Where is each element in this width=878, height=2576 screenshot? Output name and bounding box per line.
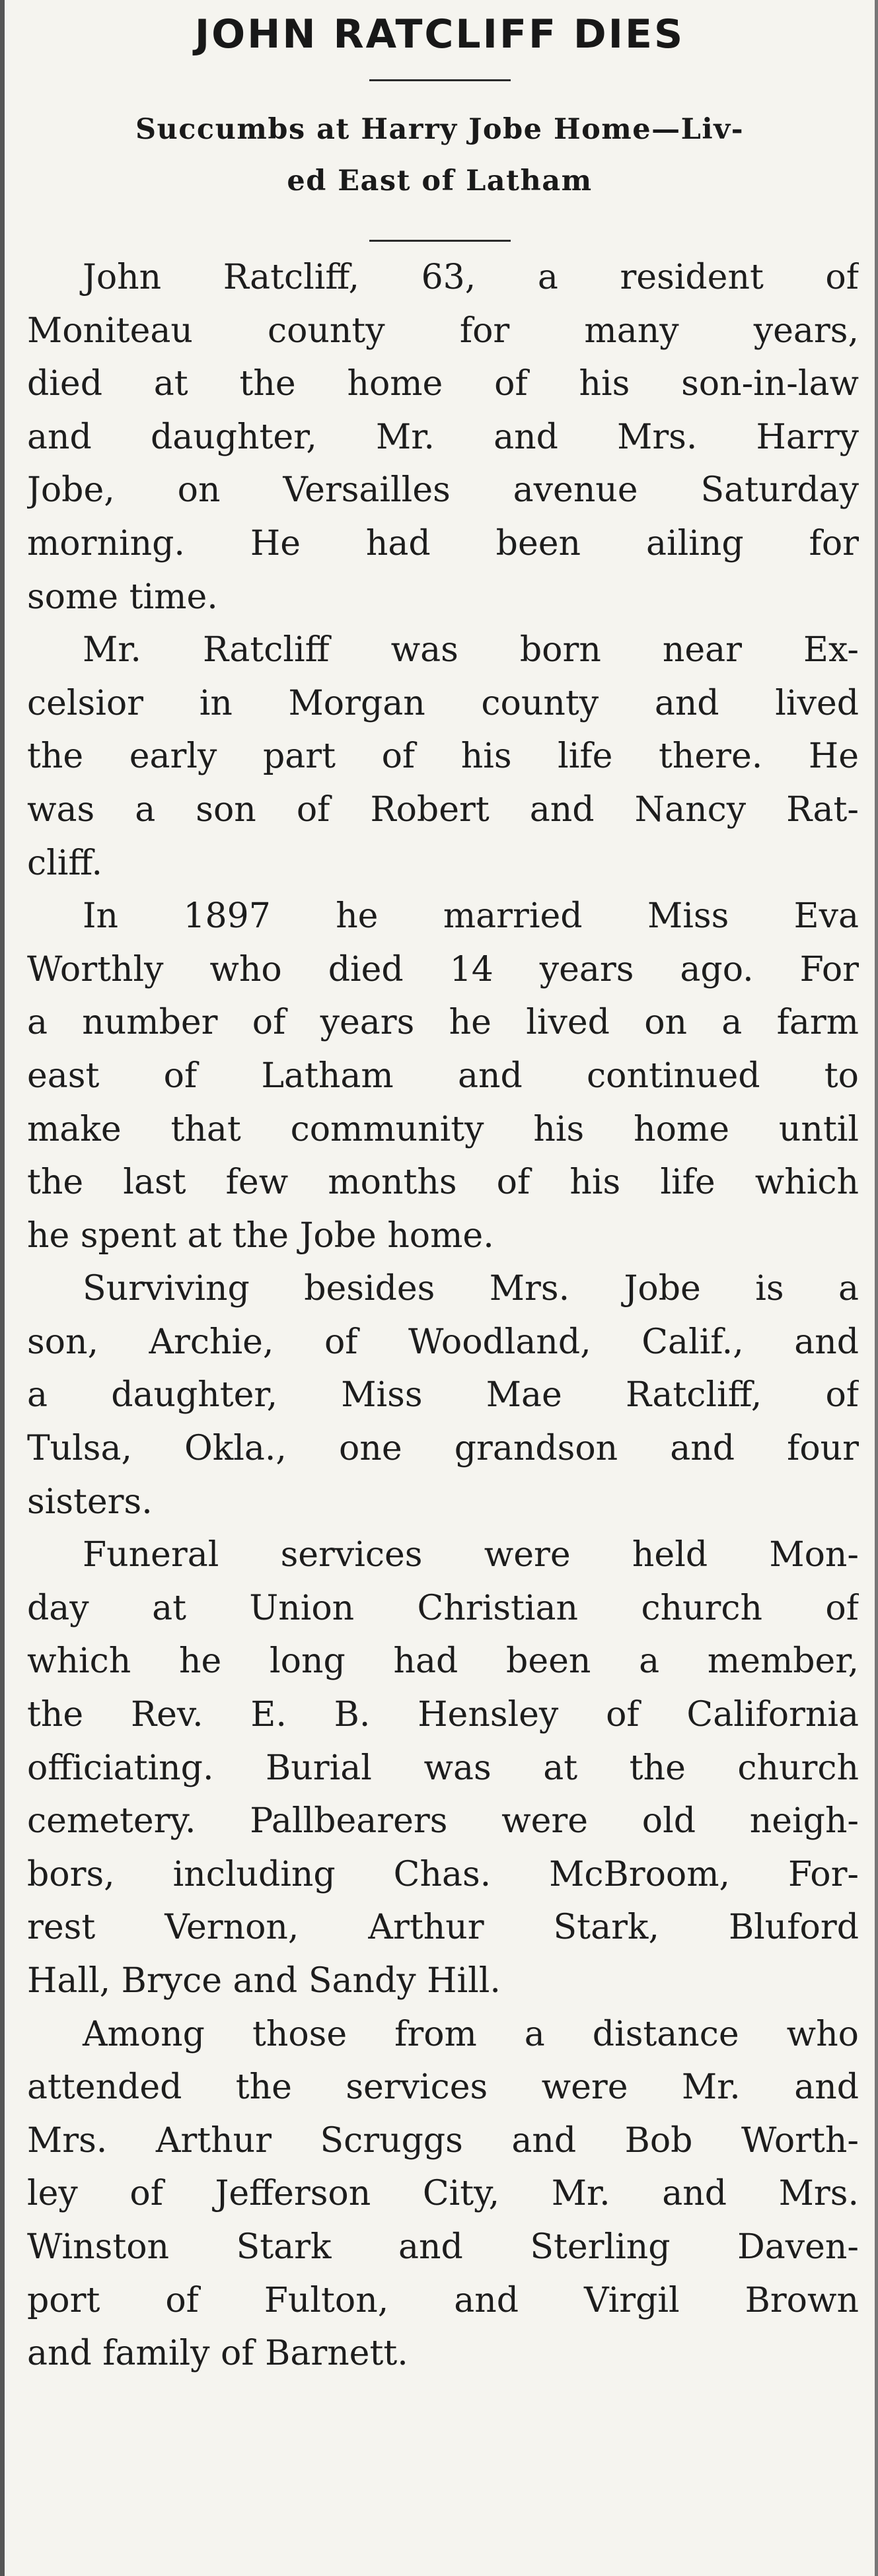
article-paragraph xyxy=(27,890,859,1262)
paragraph-line: Worthly who died 14 years ago. For xyxy=(27,949,859,989)
article-paragraph xyxy=(27,1528,859,2007)
paragraph-line: Hall, Bryce and Sandy Hill. xyxy=(27,1961,501,2001)
paragraph-line: celsior in Morgan county and lived xyxy=(27,683,859,723)
paragraph-line: attended the services were Mr. and xyxy=(27,2067,859,2108)
article-paragraph xyxy=(27,1262,859,1528)
paragraph-line: port of Fulton, and Virgil Brown xyxy=(27,2280,859,2320)
paragraph-line: and daughter, Mr. and Mrs. Harry xyxy=(27,417,859,457)
paragraph-line: John Ratcliff, 63, a resident of xyxy=(83,258,859,297)
paragraph-line: was a son of Robert and Nancy Rat- xyxy=(27,789,859,830)
paragraph-line: which he long had been a member, xyxy=(27,1641,859,1682)
paragraph-line: and family of Barnett. xyxy=(27,2334,408,2374)
paragraph-line: some time. xyxy=(27,577,218,617)
paragraph-line: In 1897 he married Miss Eva xyxy=(83,896,859,937)
paragraph-line: Mrs. Arthur Scruggs and Bob Worth- xyxy=(27,2120,859,2161)
paragraph-line: bors, including Chas. McBroom, For- xyxy=(27,1854,859,1894)
paragraph-line: a number of years he lived on a farm xyxy=(27,1003,859,1043)
article-paragraph xyxy=(27,2008,859,2380)
paragraph-line: make that community his home until xyxy=(27,1109,859,1149)
paragraph-line: Winston Stark and Sterling Daven- xyxy=(27,2227,859,2267)
paragraph-line: officiating. Burial was at the church xyxy=(27,1748,859,1788)
article-paragraph xyxy=(27,251,859,624)
paragraph-line: son, Archie, of Woodland, Calif., and xyxy=(27,1322,859,1362)
paragraph-line: Surviving besides Mrs. Jobe is a xyxy=(83,1269,859,1309)
paragraph-line: Mr. Ratcliff was born near Ex- xyxy=(83,630,859,670)
paragraph-line: day at Union Christian church of xyxy=(27,1588,859,1628)
paragraph-line: the Rev. E. B. Hensley of California xyxy=(27,1695,859,1735)
paragraph-line: east of Latham and continued to xyxy=(27,1055,859,1096)
paragraph-line: Tulsa, Okla., one grandson and four xyxy=(27,1429,859,1469)
paragraph-line: ley of Jefferson City, Mr. and Mrs. xyxy=(27,2174,859,2214)
paragraph-line: sisters. xyxy=(27,1482,153,1522)
article-paragraph xyxy=(27,624,859,890)
paragraph-line: a daughter, Miss Mae Ratcliff, of xyxy=(27,1375,859,1415)
subheadline xyxy=(18,104,861,207)
paragraph-line: cliff. xyxy=(27,843,103,883)
paragraph-line: rest Vernon, Arthur Stark, Bluford xyxy=(27,1908,859,1948)
paragraph-line: morning. He had been ailing for xyxy=(27,523,859,563)
headline: JOHN RATCLIFF DIES xyxy=(194,11,685,57)
paragraph-line: Jobe, on Versailles avenue Saturday xyxy=(27,470,859,511)
subheadline-divider xyxy=(369,240,511,242)
paragraph-line: the early part of his life there. He xyxy=(27,736,859,777)
paragraph-line: Funeral services were held Mon- xyxy=(83,1535,859,1575)
subheadline-line: Succumbs at Harry Jobe Home—Liv- xyxy=(135,113,745,146)
article-body xyxy=(5,251,875,2380)
paragraph-line: Moniteau county for many years, xyxy=(27,310,859,351)
paragraph-line: the last few months of his life which xyxy=(27,1163,859,1203)
paragraph-line: cemetery. Pallbearers were old neigh- xyxy=(27,1801,859,1842)
subheadline-line: ed East of Latham xyxy=(287,164,593,197)
paragraph-line: Among those from a distance who xyxy=(83,2014,859,2054)
paragraph-line: he spent at the Jobe home. xyxy=(27,1215,494,1256)
headline-divider xyxy=(369,79,511,81)
paragraph-line: died at the home of his son-in-law xyxy=(27,364,859,404)
